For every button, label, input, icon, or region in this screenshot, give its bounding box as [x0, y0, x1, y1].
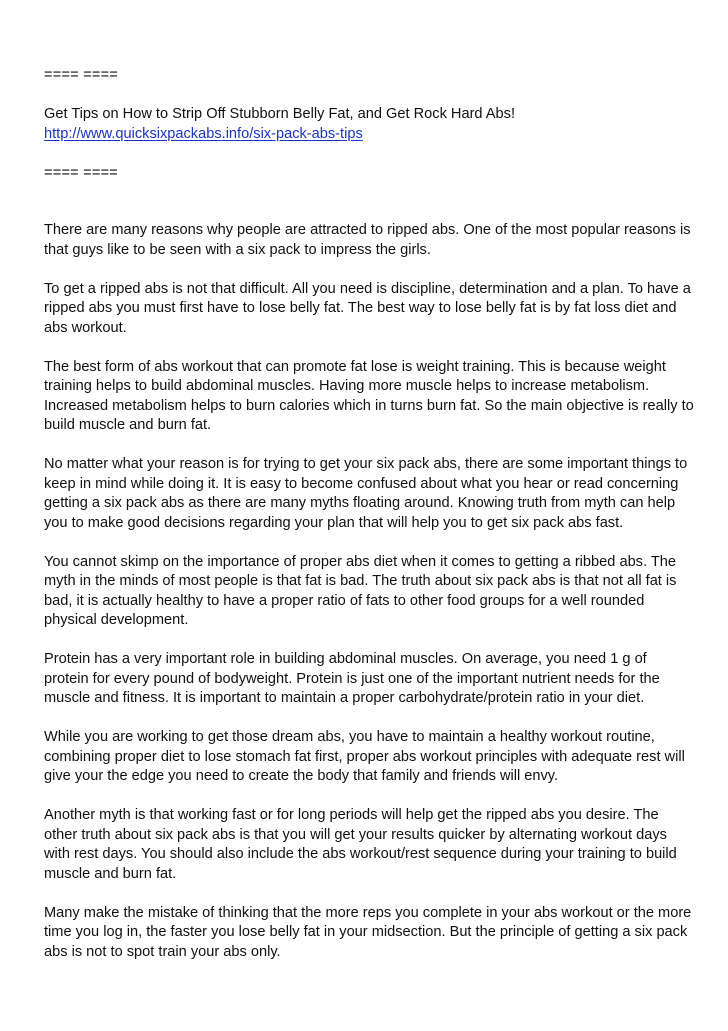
- article-paragraph: Protein has a very important role in building abdominal muscles. On average, you need 1 g of protein for every pound of bodyweight. Protein is just one of the important nutrient needs for the muscle and fitness. It is important to maintain a proper carbohydrate/protein ratio in your diet.: [44, 651, 660, 706]
- article-body: [44, 221, 694, 962]
- article-paragraph: You cannot skimp on the importance of proper abs diet when it comes to getting a ribbed abs. The myth in the minds of most people is that fat is bad. The truth about six pack abs is that not all fat is bad, it is actually healthy to have a proper ratio of fats to other food groups for a well rounded physical development.: [44, 553, 677, 628]
- article-paragraph: Many make the mistake of thinking that the more reps you complete in your abs workout or the more time you log in, the faster you lose belly fat in your midsection. But the principle of getting a six pack abs is not to spot train your abs only.: [44, 904, 692, 960]
- article-paragraph: The best form of abs workout that can promote fat lose is weight training. This is because weight training helps to build abdominal muscles. Having more muscle helps to increase metabolism. Increased metabolism helps to burn calories which in turns burn fat. So the main objective is really to build muscle and burn fat.: [44, 358, 694, 433]
- article-paragraph: While you are working to get those dream abs, you have to maintain a healthy workout routine, combining proper diet to lose stomach fat first, proper abs workout principles with adequate rest will give your the edge you need to create the body that family and friends will envy.: [44, 729, 685, 784]
- header-title: Get Tips on How to Strip Off Stubborn Belly Fat, and Get Rock Hard Abs!: [44, 106, 516, 122]
- article-paragraph: To get a ripped abs is not that difficult. All you need is discipline, determination and a plan. To have a ripped abs you must first have to lose belly fat. The best way to lose belly fat is by fat loss diet and abs workout.: [44, 280, 691, 336]
- document-page: [44, 66, 694, 982]
- resource-box: [44, 105, 694, 144]
- header-separator-bottom: ==== ====: [44, 164, 119, 181]
- article-paragraph: There are many reasons why people are attracted to ripped abs. One of the most popular reasons is that guys like to be seen with a six pack to impress the girls.: [44, 222, 691, 258]
- article-paragraph: No matter what your reason is for trying to get your six pack abs, there are some important things to keep in mind while doing it. It is easy to become confused about what you hear or read concerning getting a six pack abs as there are many myths floating around. Knowing truth from myth can help you to make good decisions regarding your plan that will help you to get six pack abs fast.: [44, 456, 688, 531]
- article-paragraph: Another myth is that working fast or for long periods will help get the ripped abs you desire. The other truth about six pack abs is that you will get your results quicker by alternating workout days with rest days. You should also include the abs workout/rest sequence during your training to build muscle and burn fat.: [44, 807, 677, 882]
- header-separator-top: ==== ====: [44, 67, 119, 83]
- header-link[interactable]: http://www.quicksixpackabs.info/six-pack-abs-tips: [44, 125, 363, 142]
